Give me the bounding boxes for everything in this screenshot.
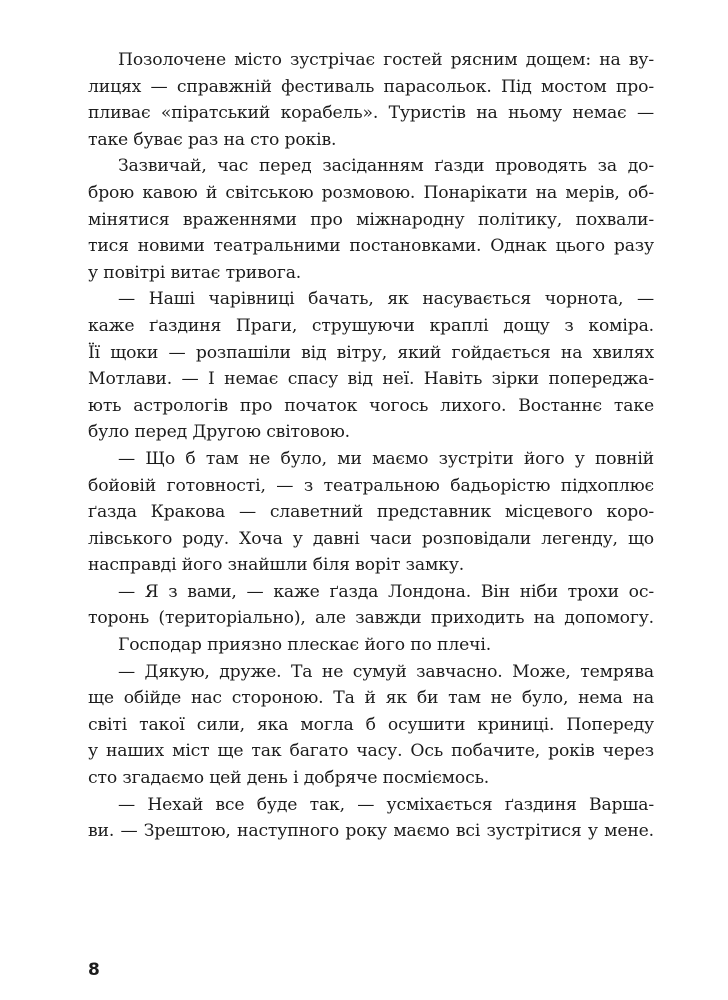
paragraph [88,792,654,845]
text-line: брою кавою й світською розмовою. Понарікати на мерів, об- [88,182,654,203]
text-line: бойовій готовності, — з театральною бадьорістю підхоплює [88,475,654,496]
text-line: каже ґаздиня Праги, струшуючи краплі дощу з коміра. [88,315,654,336]
paragraph [88,579,654,632]
text-line: ще обійде нас стороною. Та й як би там не було, нема на [88,688,654,709]
page-body [88,47,654,845]
text-line: мінятися враженнями про міжнародну політику, похвали- [88,209,654,230]
text-line: — Нехай все буде так, — усміхається ґаздиня Варша- [118,794,654,815]
text-line: — Наші чарівниці бачать, як насувається чорнота, — [118,289,654,310]
paragraph [88,659,654,792]
text-line: торонь (територіально), але завжди приходить на допомогу. [88,608,654,629]
text-line: було перед Другою світовою. [88,422,350,443]
text-line: — Я з вами, — каже ґазда Лондона. Він ніби трохи ос- [118,581,654,602]
text-line: Мотлави. — І немає спасу від неї. Навіть зірки попереджа- [88,369,654,390]
paragraph [88,446,654,579]
text-line: — Що б там не було, ми маємо зустріти його у повній [118,448,654,469]
paragraph [88,47,654,153]
text-line: сто згадаємо цей день і добряче посміємось. [88,768,490,789]
text-line: таке буває раз на сто років. [88,129,337,150]
text-line: — Дякую, друже. Та не сумуй завчасно. Може, темрява [118,661,654,682]
text-line: Її щоки — розпашіли від вітру, який гойдається на хвилях [88,342,654,363]
text-line: лівського роду. Хоча у давні часи розповідали легенду, що [88,528,654,549]
text-line: світі такої сили, яка могла б осушити криниці. Попереду [88,714,654,735]
text-line: у наших міст ще так багато часу. Ось побачите, років через [88,741,654,762]
text-line: насправді його знайшли біля воріт замку. [88,555,465,576]
text-line: у повітрі витає тривога. [88,262,302,283]
text-line: Зазвичай, час перед засіданням ґазди проводять за до- [118,156,654,177]
text-line: тися новими театральними постановками. Однак цього разу [88,236,654,257]
text-line: Господар приязно плескає його по плечі. [118,635,492,656]
paragraph [88,286,654,446]
text-line: ви. — Зрештою, наступного року маємо всі зустрітися у мене. [88,821,654,842]
text-line: пливає «піратський корабель». Туристів на ньому немає — [88,103,654,124]
text-line: Позолочене місто зустрічає гостей рясним дощем: на ву- [118,50,654,70]
paragraph [88,153,654,286]
text-line: ють астрологів про початок чогось лихого. Востаннє таке [88,395,654,416]
page-number: 8 [88,960,100,980]
text-line: лицях — справжній фестиваль парасольок. Під мостом про- [88,76,654,97]
text-line: ґазда Кракова — славетний представник місцевого коро- [88,502,654,523]
paragraph [88,632,654,659]
